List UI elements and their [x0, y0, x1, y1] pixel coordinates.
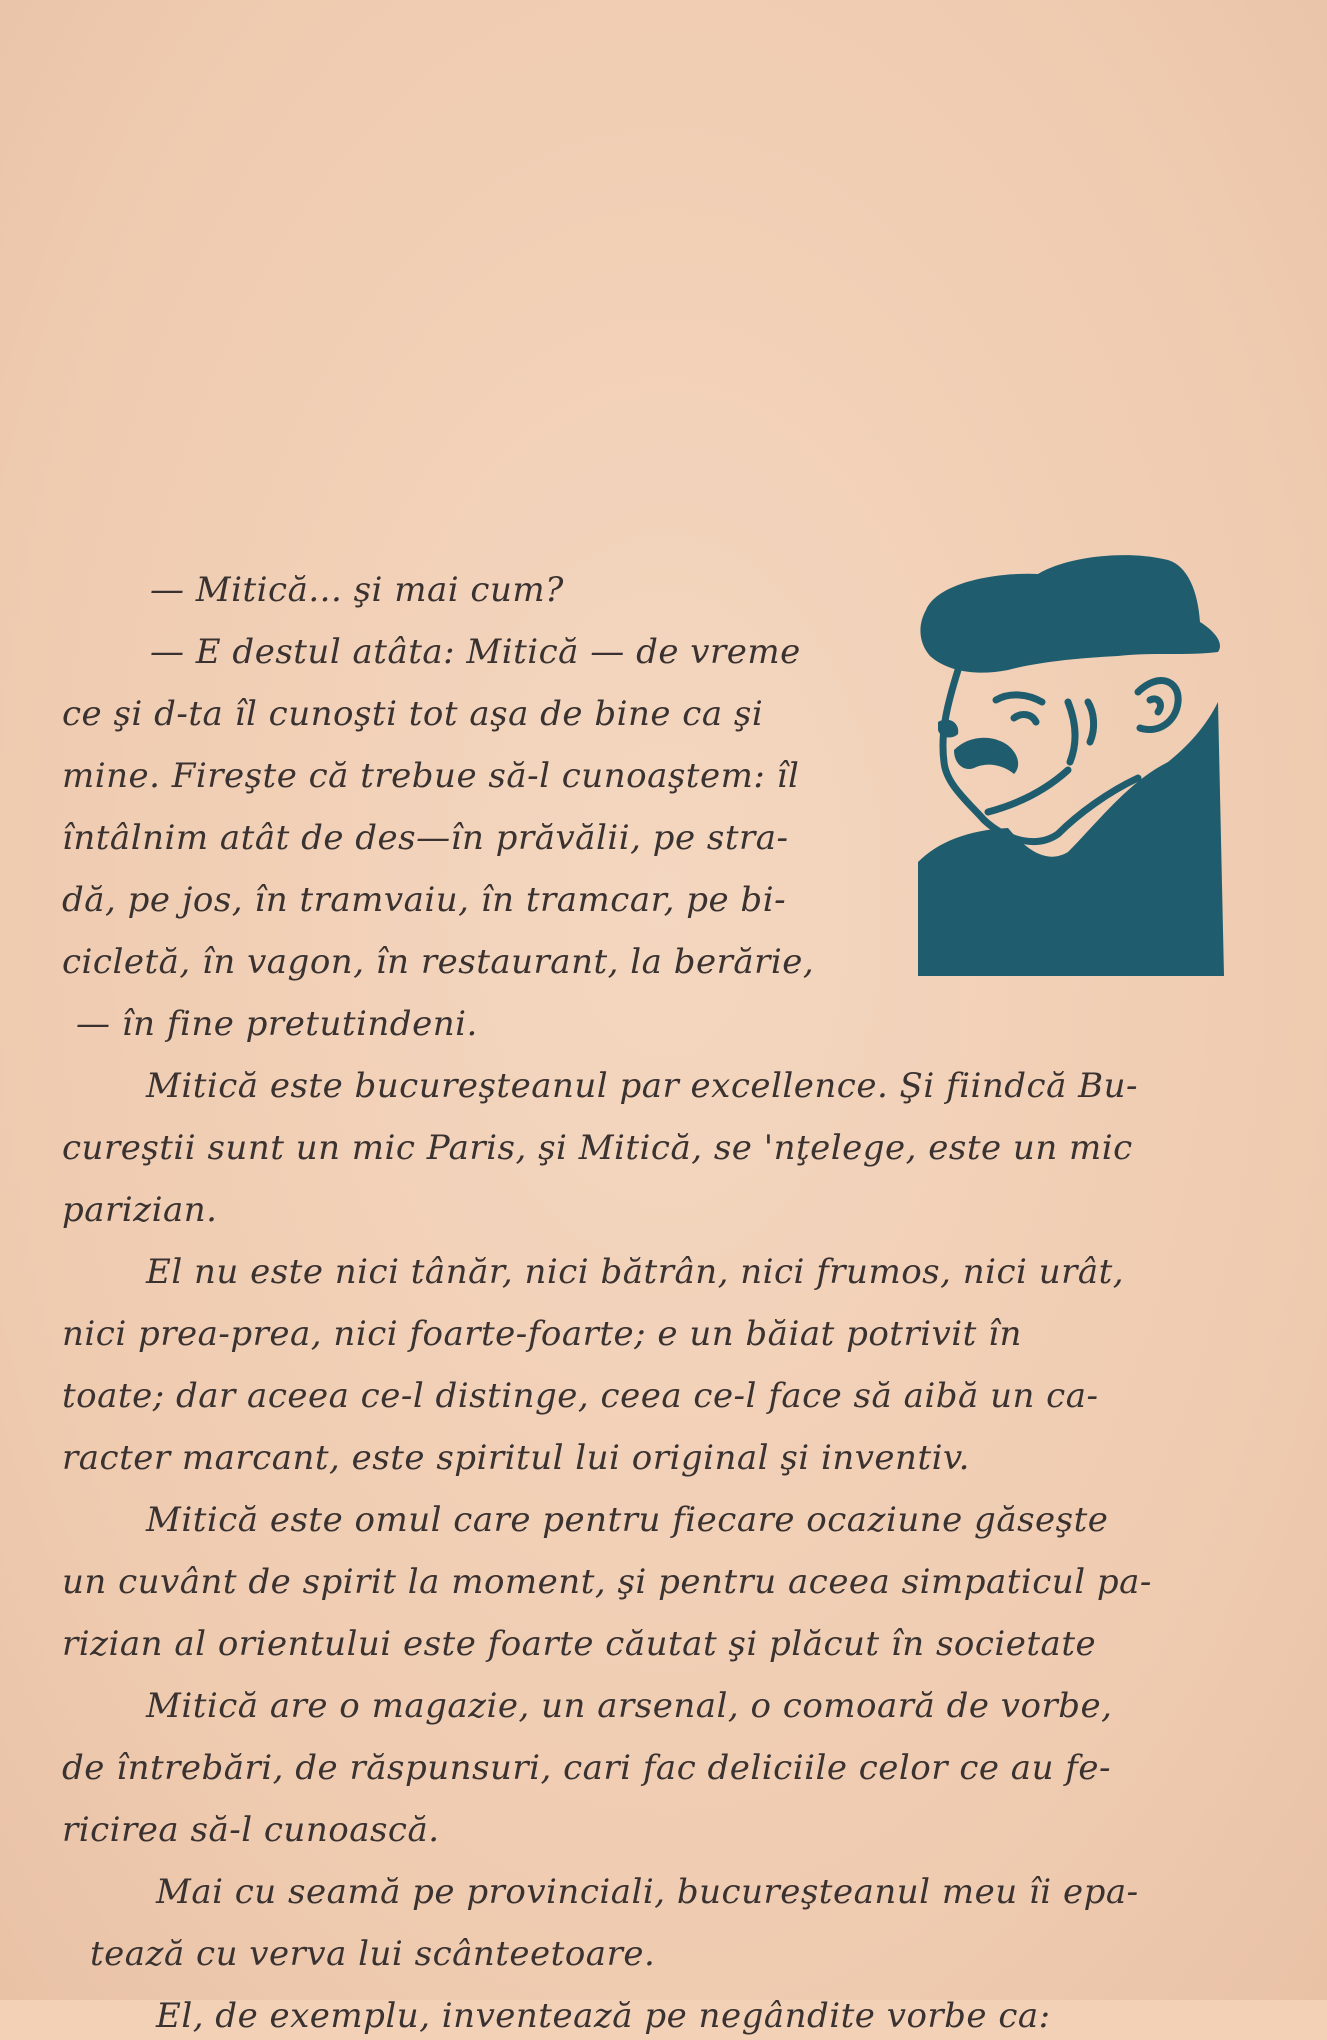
- text-line: de întrebări, de răspunsuri, cari fac deliciile celor ce au fe-: [62, 1748, 1111, 1788]
- text-line: întâlnim atât de des—în prăvălii, pe stra-: [62, 818, 789, 858]
- text-line: un cuvânt de spirit la moment, şi pentru aceea simpaticul pa-: [62, 1562, 1152, 1602]
- text-line: nici prea-prea, nici foarte-foarte; e un băiat potrivit în: [62, 1314, 1022, 1354]
- text-line: Mitică are o magazie, un arsenal, o comoară de vorbe,: [146, 1686, 1113, 1726]
- text-line: parizian.: [62, 1190, 218, 1230]
- text-line: Mitică este bucureşteanul par excellence. Şi fiindcă Bu-: [146, 1066, 1139, 1106]
- text-line: El nu este nici tânăr, nici bătrân, nici frumos, nici urât,: [146, 1252, 1125, 1292]
- text-line: ricirea să-l cunoască.: [62, 1810, 440, 1850]
- text-line: cureştii sunt un mic Paris, şi Mitică, se 'nţelege, este un mic: [62, 1128, 1133, 1168]
- text-line: El, de exemplu, inventează pe negândite vorbe ca:: [156, 1996, 1051, 2036]
- text-line: tează cu verva lui scânteetoare.: [90, 1934, 656, 1974]
- text-line: cicletă, în vagon, în restaurant, la berărie,: [62, 942, 815, 982]
- text-line: toate; dar aceea ce-l distinge, ceea ce-l face să aibă un ca-: [62, 1376, 1099, 1416]
- text-line: dă, pe jos, în tramvaiu, în tramcar, pe bi-: [62, 880, 787, 920]
- text-line: racter marcant, este spiritul lui original şi inventiv.: [62, 1438, 970, 1478]
- text-line: mine. Fireşte că trebue să-l cunoaştem: îl: [62, 756, 800, 796]
- text-line: Mai cu seamă pe provinciali, bucureşteanul meu îi epa-: [156, 1872, 1139, 1912]
- text-line: — în fine pretutindeni.: [76, 1004, 478, 1044]
- text-line: ce şi d-ta îl cunoşti tot aşa de bine ca şi: [62, 694, 764, 734]
- man-with-hat-portrait-icon: [918, 552, 1226, 976]
- text-line: — Mitică... şi mai cum?: [150, 570, 564, 610]
- text-line: — E destul atâta: Mitică — de vreme: [150, 632, 801, 672]
- text-line: Mitică este omul care pentru fiecare ocaziune găseşte: [146, 1500, 1109, 1540]
- text-line: rizian al orientului este foarte căutat şi plăcut în societate: [62, 1624, 1097, 1664]
